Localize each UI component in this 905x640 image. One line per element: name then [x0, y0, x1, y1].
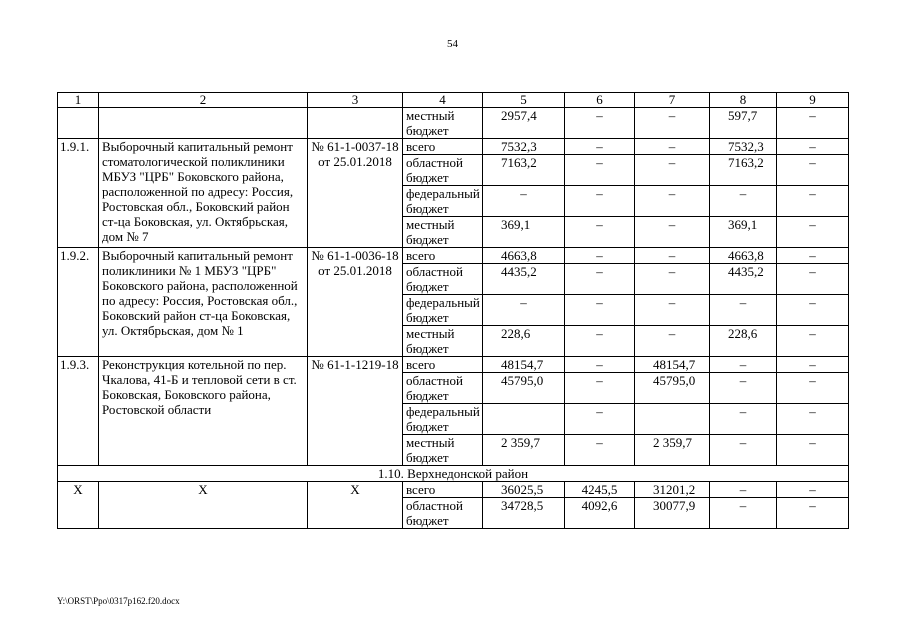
table-row	[58, 248, 849, 264]
value-col8: 7532,3	[710, 139, 777, 155]
header-cell: 6	[565, 93, 635, 108]
value-col6: –	[565, 264, 635, 295]
item-document: № 61-1-0037-18 от 25.01.2018	[308, 139, 403, 248]
budget-label: всего	[403, 139, 483, 155]
value-col8: –	[710, 295, 777, 326]
value-total: 48154,7	[483, 357, 565, 373]
header-cell: 4	[403, 93, 483, 108]
value-col9: –	[777, 108, 849, 139]
value-col8: –	[710, 373, 777, 404]
budget-label: федеральный бюджет	[403, 186, 483, 217]
budget-label: всего	[403, 357, 483, 373]
x-cell: Х	[58, 482, 99, 529]
value-col9: –	[777, 373, 849, 404]
value-col9: –	[777, 155, 849, 186]
budget-label: областной бюджет	[403, 373, 483, 404]
value-col8: –	[710, 482, 777, 498]
table-row	[58, 139, 849, 155]
value-col6: 4245,5	[565, 482, 635, 498]
value-col9: –	[777, 326, 849, 357]
value-col9: –	[777, 217, 849, 248]
table-row	[58, 108, 849, 139]
value-total	[483, 404, 565, 435]
value-total: 228,6	[483, 326, 565, 357]
value-col6: –	[565, 326, 635, 357]
value-col9: –	[777, 404, 849, 435]
value-col7: –	[635, 108, 710, 139]
value-col8: –	[710, 435, 777, 466]
table-row	[58, 482, 849, 498]
value-col7: –	[635, 155, 710, 186]
value-col7	[635, 404, 710, 435]
x-cell: Х	[308, 482, 403, 529]
value-col9: –	[777, 482, 849, 498]
value-col7: 45795,0	[635, 373, 710, 404]
value-total: 369,1	[483, 217, 565, 248]
header-cell: 8	[710, 93, 777, 108]
value-col7: 30077,9	[635, 498, 710, 529]
header-cell: 3	[308, 93, 403, 108]
table-row	[58, 357, 849, 373]
header-cell: 1	[58, 93, 99, 108]
value-col6: –	[565, 155, 635, 186]
value-col7: –	[635, 264, 710, 295]
item-document: № 61-1-1219-18	[308, 357, 403, 466]
item-description: Выборочный капитальный ремонт поликлиники № 1 МБУЗ "ЦРБ" Боковского района, расположенной по адресу: Россия, Ростовская обл., Боковский район ст-ца Боковская, ул. Октябрьская, дом № 1	[99, 248, 308, 357]
budget-label: федеральный бюджет	[403, 295, 483, 326]
value-col6: –	[565, 435, 635, 466]
value-col9: –	[777, 498, 849, 529]
header-cell: 9	[777, 93, 849, 108]
page-number: 54	[447, 38, 458, 50]
value-col8: 4435,2	[710, 264, 777, 295]
header-cell: 7	[635, 93, 710, 108]
value-col6: 4092,6	[565, 498, 635, 529]
item-number: 1.9.3.	[58, 357, 99, 466]
value-total: –	[483, 186, 565, 217]
value-col6: –	[565, 186, 635, 217]
value-total: 2957,4	[483, 108, 565, 139]
value-col9: –	[777, 139, 849, 155]
value-col8: 7163,2	[710, 155, 777, 186]
value-col6: –	[565, 139, 635, 155]
value-total: 4435,2	[483, 264, 565, 295]
item-number: 1.9.1.	[58, 139, 99, 248]
value-total: –	[483, 295, 565, 326]
budget-label: местный бюджет	[403, 108, 483, 139]
budget-label: федеральный бюджет	[403, 404, 483, 435]
value-col6: –	[565, 248, 635, 264]
empty-cell	[308, 108, 403, 139]
budget-label: областной бюджет	[403, 498, 483, 529]
budget-label: всего	[403, 482, 483, 498]
section-header-row	[58, 466, 849, 482]
value-col9: –	[777, 186, 849, 217]
item-description: Выборочный капитальный ремонт стоматологической поликлиники МБУЗ "ЦРБ" Боковского района, расположенной по адресу: Россия, Ростовская обл., Боковский район ст-ца Боковская, ул. Октябрьская, дом № 7	[99, 139, 308, 248]
empty-cell	[58, 108, 99, 139]
value-col9: –	[777, 435, 849, 466]
value-col7: –	[635, 139, 710, 155]
value-total: 7163,2	[483, 155, 565, 186]
value-col9: –	[777, 264, 849, 295]
value-col7: –	[635, 217, 710, 248]
value-col7: 31201,2	[635, 482, 710, 498]
value-total: 7532,3	[483, 139, 565, 155]
value-col7: –	[635, 326, 710, 357]
value-col6: –	[565, 373, 635, 404]
budget-label: местный бюджет	[403, 435, 483, 466]
item-document: № 61-1-0036-18 от 25.01.2018	[308, 248, 403, 357]
value-col7: 2 359,7	[635, 435, 710, 466]
budget-label: всего	[403, 248, 483, 264]
budget-label: местный бюджет	[403, 217, 483, 248]
x-cell: Х	[99, 482, 308, 529]
budget-label: областной бюджет	[403, 264, 483, 295]
value-col6: –	[565, 404, 635, 435]
value-col8: –	[710, 357, 777, 373]
header-cell: 5	[483, 93, 565, 108]
value-col8: –	[710, 498, 777, 529]
header-cell: 2	[99, 93, 308, 108]
value-col8: 369,1	[710, 217, 777, 248]
value-col9: –	[777, 248, 849, 264]
budget-label: областной бюджет	[403, 155, 483, 186]
value-col7: –	[635, 186, 710, 217]
value-col7: –	[635, 248, 710, 264]
value-col9: –	[777, 295, 849, 326]
value-total: 2 359,7	[483, 435, 565, 466]
value-total: 45795,0	[483, 373, 565, 404]
header-row	[58, 93, 849, 108]
value-col8: 597,7	[710, 108, 777, 139]
value-col6: –	[565, 295, 635, 326]
value-col7: –	[635, 295, 710, 326]
section-title: 1.10. Верхнедонской район	[58, 466, 849, 482]
value-total: 34728,5	[483, 498, 565, 529]
budget-label: местный бюджет	[403, 326, 483, 357]
value-total: 36025,5	[483, 482, 565, 498]
value-col8: 228,6	[710, 326, 777, 357]
value-col6: –	[565, 357, 635, 373]
value-col8: –	[710, 186, 777, 217]
footer-file-path: Y:\ORST\Ppo\0317p162.f20.docx	[57, 596, 180, 606]
value-col8: 4663,8	[710, 248, 777, 264]
value-col7: 48154,7	[635, 357, 710, 373]
value-col8: –	[710, 404, 777, 435]
empty-cell	[99, 108, 308, 139]
value-col9: –	[777, 357, 849, 373]
value-col6: –	[565, 217, 635, 248]
value-total: 4663,8	[483, 248, 565, 264]
value-col6: –	[565, 108, 635, 139]
item-description: Реконструкция котельной по пер. Чкалова, 41-Б и тепловой сети в ст. Боковская, Боковского района, Ростовской области	[99, 357, 308, 466]
budget-table	[57, 92, 849, 529]
item-number: 1.9.2.	[58, 248, 99, 357]
